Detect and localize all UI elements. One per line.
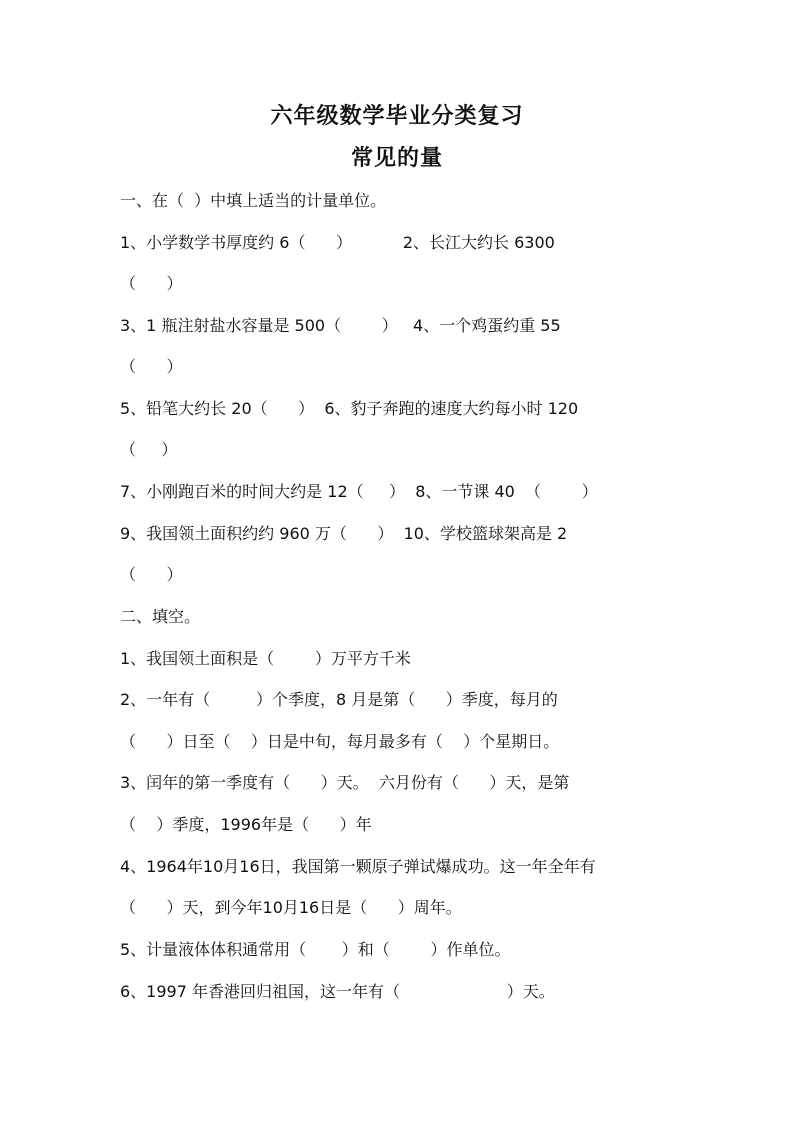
section1-heading: 一、在（ ）中填上适当的计量单位。 <box>120 191 387 210</box>
section2-line: （ ）天，到今年10月16日是（ ）周年。 <box>120 898 462 917</box>
section1-line: （ ） <box>120 274 183 293</box>
section2-line: 3、闰年的第一季度有（ ）天。 六月份有（ ）天，是第 <box>120 773 570 792</box>
section2-line: 5、计量液体体积通常用（ ）和（ ）作单位。 <box>120 940 511 959</box>
page-subtitle: 常见的量 <box>350 145 443 171</box>
section1-line: 5、铅笔大约长 20（ ） 6、豹子奔跑的速度大约每小时 120 <box>120 399 579 418</box>
section1-line: 7、小刚跑百米的时间大约是 12（ ） 8、一节课 40 （ ） <box>120 482 598 501</box>
section2-line: 2、一年有（ ）个季度，8 月是第（ ）季度，每月的 <box>120 690 558 709</box>
section1-line: （ ） <box>120 440 178 459</box>
section1-line: 1、小学数学书厚度约 6（ ） 2、长江大约长 6300 <box>120 233 555 252</box>
section2-line: 4、1964年10月16日，我国第一颗原子弹试爆成功。这一年全年有 <box>120 857 596 876</box>
section1-line: 9、我国领土面积约约 960 万（ ） 10、学校篮球架高是 2 <box>120 524 568 543</box>
section2-line: （ ）日至（ ）日是中旬，每月最多有（ ）个星期日。 <box>120 732 560 751</box>
section2-line: 1、我国领土面积是（ ）万平方千米 <box>120 649 411 668</box>
section2-line: （ ）季度，1996年是（ ）年 <box>120 815 372 834</box>
section1-line: （ ） <box>120 357 183 376</box>
section1-line: （ ） <box>120 565 183 584</box>
section2-line: 6、1997 年香港回归祖国，这一年有（ ）天。 <box>120 982 555 1001</box>
page-title: 六年级数学毕业分类复习 <box>270 103 524 129</box>
section2-heading: 二、填空。 <box>120 607 201 626</box>
section1-line: 3、1 瓶注射盐水容量是 500（ ） 4、一个鸡蛋约重 55 <box>120 316 561 335</box>
